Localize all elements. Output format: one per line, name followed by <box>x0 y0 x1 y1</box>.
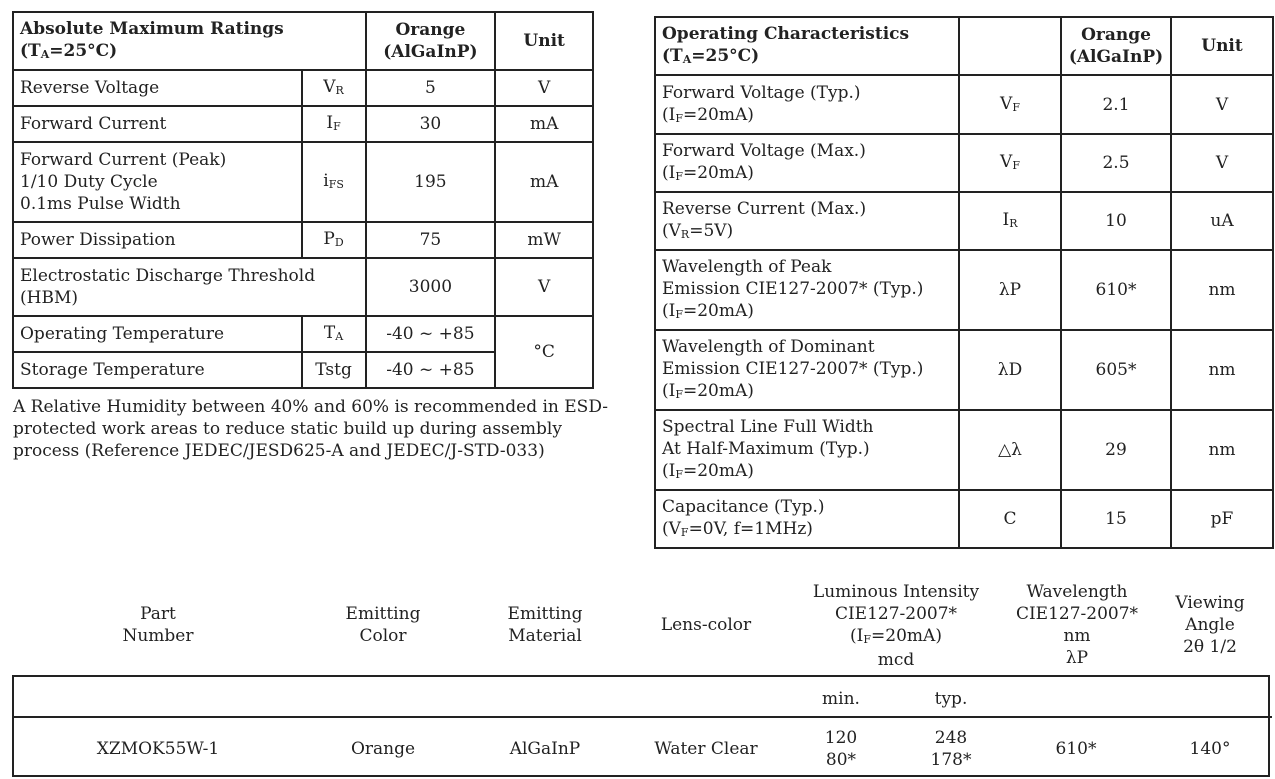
table-row: Electrostatic Discharge Threshold (HBM) 3000 V <box>13 258 593 316</box>
absolute-max-ratings-table <box>12 11 594 389</box>
amr-condition: $(T_A=25^\circ C)$ <box>20 41 118 61</box>
part-number-header: Part Number <box>122 604 194 646</box>
viewing-angle-value: 140° <box>1189 739 1231 759</box>
table-row: Forward Current (Peak) 1/10 Duty Cycle 0.1ms Pulse Width $i_{FS}$ 195 mA <box>13 142 593 222</box>
viewing-angle-header: Viewing Angle 2θ 1/2 <box>1175 593 1245 657</box>
amr-material-header: Orange (AlGaInP) <box>366 12 496 70</box>
oc-header <box>655 17 959 75</box>
param-cell: Forward Current (Peak) 1/10 Duty Cycle 0.1ms Pulse Width <box>13 142 302 222</box>
lens-color: Water Clear <box>654 739 758 759</box>
lens-color-header: Lens-color <box>660 615 752 635</box>
oc-title: Operating Characteristics <box>662 24 910 44</box>
symbol: $T_A$ <box>302 316 366 352</box>
emitting-material: AlGaInP <box>509 739 581 759</box>
oc-unit-header: Unit <box>1171 17 1273 75</box>
part-number: XZMOK55W-1 <box>96 739 220 759</box>
typ-subheader: typ. <box>934 689 968 709</box>
symbol: $V_F$ <box>959 75 1061 134</box>
table-row: Storage Temperature Tstg -40 ~ +85 <box>13 352 593 388</box>
parts-table <box>12 675 1270 777</box>
emitting-color-header: Emitting Color <box>345 604 421 646</box>
table-row: Forward Voltage (Typ.) $(I_F=20mA)$ $V_F$ 2.1 V <box>655 75 1273 134</box>
wavelength-value: 610* <box>1055 739 1097 759</box>
amr-header <box>13 12 366 70</box>
amr-unit-header: Unit <box>495 12 593 70</box>
table-row: Spectral Line Full Width At Half-Maximum (Typ.) $(I_F=20mA)$ △λ 29 nm <box>655 410 1273 490</box>
temp-unit: °C <box>495 316 593 388</box>
table-row: Operating Temperature $T_A$ -40 ~ +85 °C <box>13 316 593 352</box>
emitting-color: Orange <box>350 739 416 759</box>
table-row: Wavelength of Peak Emission CIE127-2007* (Typ.) $(I_F=20mA)$ λP 610* nm <box>655 250 1273 330</box>
table-row: Power Dissipation $P_D$ 75 mW <box>13 222 593 258</box>
symbol: $i_{FS}$ <box>302 142 366 222</box>
esd-note: A Relative Humidity between 40% and 60% is recommended in ESD-protected work areas to reduce static build up during assembly process (Reference JEDEC/JESD625-A and JEDEC/J-STD-033) <box>13 397 609 461</box>
luminous-intensity-header: Luminous Intensity CIE127-2007* $(I_F=20mA)$ mcd <box>812 582 980 670</box>
operating-characteristics-table <box>654 16 1274 549</box>
table-row: Reverse Voltage $V_R$ 5 V <box>13 70 593 106</box>
symbol: $I_R$ <box>959 192 1061 250</box>
typ-intensity: 248 178* <box>930 728 972 770</box>
divider <box>12 716 1272 718</box>
table-row: Capacitance (Typ.) ($V_F=0V$, f=1MHz) C 15 pF <box>655 490 1273 548</box>
wavelength-header: Wavelength CIE127-2007* nm λP <box>1015 582 1139 668</box>
oc-material-header: Orange (AlGaInP) <box>1061 17 1171 75</box>
table-row: Forward Current $I_F$ 30 mA <box>13 106 593 142</box>
table-row: Forward Voltage (Max.) $(I_F=20mA)$ $V_F$ 2.5 V <box>655 134 1273 192</box>
param-cell: Electrostatic Discharge Threshold (HBM) <box>13 258 366 316</box>
min-intensity: 120 80* <box>824 728 858 770</box>
symbol: $V_R$ <box>302 70 366 106</box>
table-row: Reverse Current (Max.) $(V_R=5V)$ $I_R$ 10 uA <box>655 192 1273 250</box>
symbol: $P_D$ <box>302 222 366 258</box>
min-subheader: min. <box>822 689 860 709</box>
table-row: Wavelength of Dominant Emission CIE127-2007* (Typ.) $(I_F=20mA)$ λD 605* nm <box>655 330 1273 410</box>
symbol: $V_F$ <box>959 134 1061 192</box>
amr-title: Absolute Maximum Ratings <box>20 19 284 39</box>
oc-condition: $(T_A=25^\circ C)$ <box>662 46 760 66</box>
emitting-material-header: Emitting Material <box>507 604 583 646</box>
symbol: $I_F$ <box>302 106 366 142</box>
